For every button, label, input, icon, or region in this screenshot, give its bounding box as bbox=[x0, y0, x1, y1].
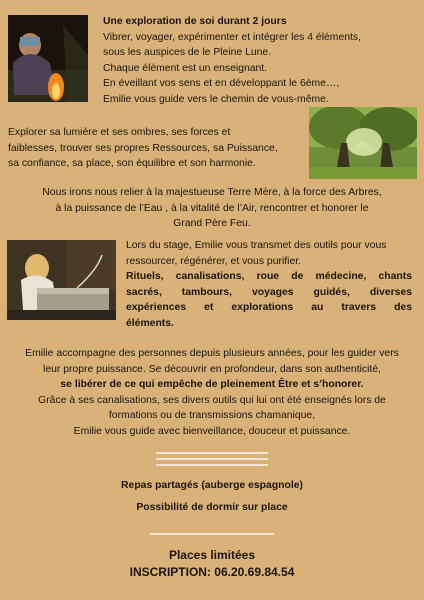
explore-line-1: Explorer sa lumière et ses ombres, ses forces et bbox=[8, 127, 231, 138]
activities-line-3: expériences et explorations au travers des bbox=[126, 302, 412, 314]
intro-line-4: En éveillant vos sens et en développant le 6ème…, bbox=[103, 78, 340, 90]
intro-line-2: sous les auspices de le Pleine Lune. bbox=[103, 47, 272, 59]
intro-line-1: Vibrer, voyager, expérimenter et intégrer les 4 éléments, bbox=[103, 31, 361, 43]
inscription-phone: INSCRIPTION: 06.20.69.84.54 bbox=[129, 565, 295, 579]
woman-at-water-trough-photo bbox=[7, 240, 116, 320]
activities-line-1: Rituels, canalisations, roue de médecine, chants bbox=[126, 271, 412, 283]
about-line-2: leur propre puissance. Se découvrir en profondeur, dans son authenticité, bbox=[43, 363, 381, 375]
intro-line-5: Emilie vous guide vers le chemin de vous-même. bbox=[103, 93, 329, 105]
trees-forest-photo bbox=[309, 107, 417, 179]
about-line-4: formations ou de transmissions chamanique, bbox=[108, 410, 316, 422]
activities-line-4: éléments. bbox=[126, 317, 174, 329]
nature-line-3: Grand Père Feu. bbox=[173, 218, 251, 230]
about-bold-line: se libérer de ce qui empêche de pleinement Être et s’honorer. bbox=[60, 379, 364, 391]
tools-line-1: Lors du stage, Emilie vous transmet des outils pour vous bbox=[126, 240, 387, 251]
tools-line-2: ressourcer, régénérer, et vous purifier. bbox=[126, 255, 301, 267]
footer-divider bbox=[150, 533, 274, 535]
event-title: Une exploration de soi durant 2 jours bbox=[103, 16, 287, 27]
divider-line-1 bbox=[156, 452, 268, 454]
about-line-5: Emilie vous guide avec bienveillance, douceur et puissance. bbox=[73, 425, 351, 437]
sleep-info: Possibilité de dormir sur place bbox=[136, 502, 288, 513]
meals-info: Repas partagés (auberge espagnole) bbox=[121, 480, 303, 491]
nature-line-2: à la puissance de l’Eau , à la vitalité de l’Air, rencontrer et honorer le bbox=[55, 202, 369, 214]
nature-line-1: Nous irons nous relier à la majestueuse Terre Mère, à la force des Arbres, bbox=[42, 187, 382, 198]
divider-line-2 bbox=[156, 458, 268, 460]
places-limited: Places limitées bbox=[168, 548, 256, 562]
about-line-1: Emilie accompagne des personnes depuis plusieurs années, pour les guider vers bbox=[25, 348, 399, 359]
intro-line-3: Chaque élément est un enseignant. bbox=[103, 62, 268, 74]
explore-line-3: sa confiance, sa place, son équilibre et son harmonie. bbox=[8, 158, 256, 170]
explore-line-2: faiblesses, trouver ses propres Ressources, sa Puissance, bbox=[8, 142, 278, 154]
woman-with-fire-photo bbox=[8, 15, 88, 102]
divider-line-3 bbox=[156, 464, 268, 466]
activities-line-2: sacrés, tambours, voyages guidés, diverses bbox=[126, 286, 412, 298]
about-line-3: Grâce à ses canalisations, ses divers outils qui lui ont été enseignés lors de bbox=[38, 394, 386, 406]
